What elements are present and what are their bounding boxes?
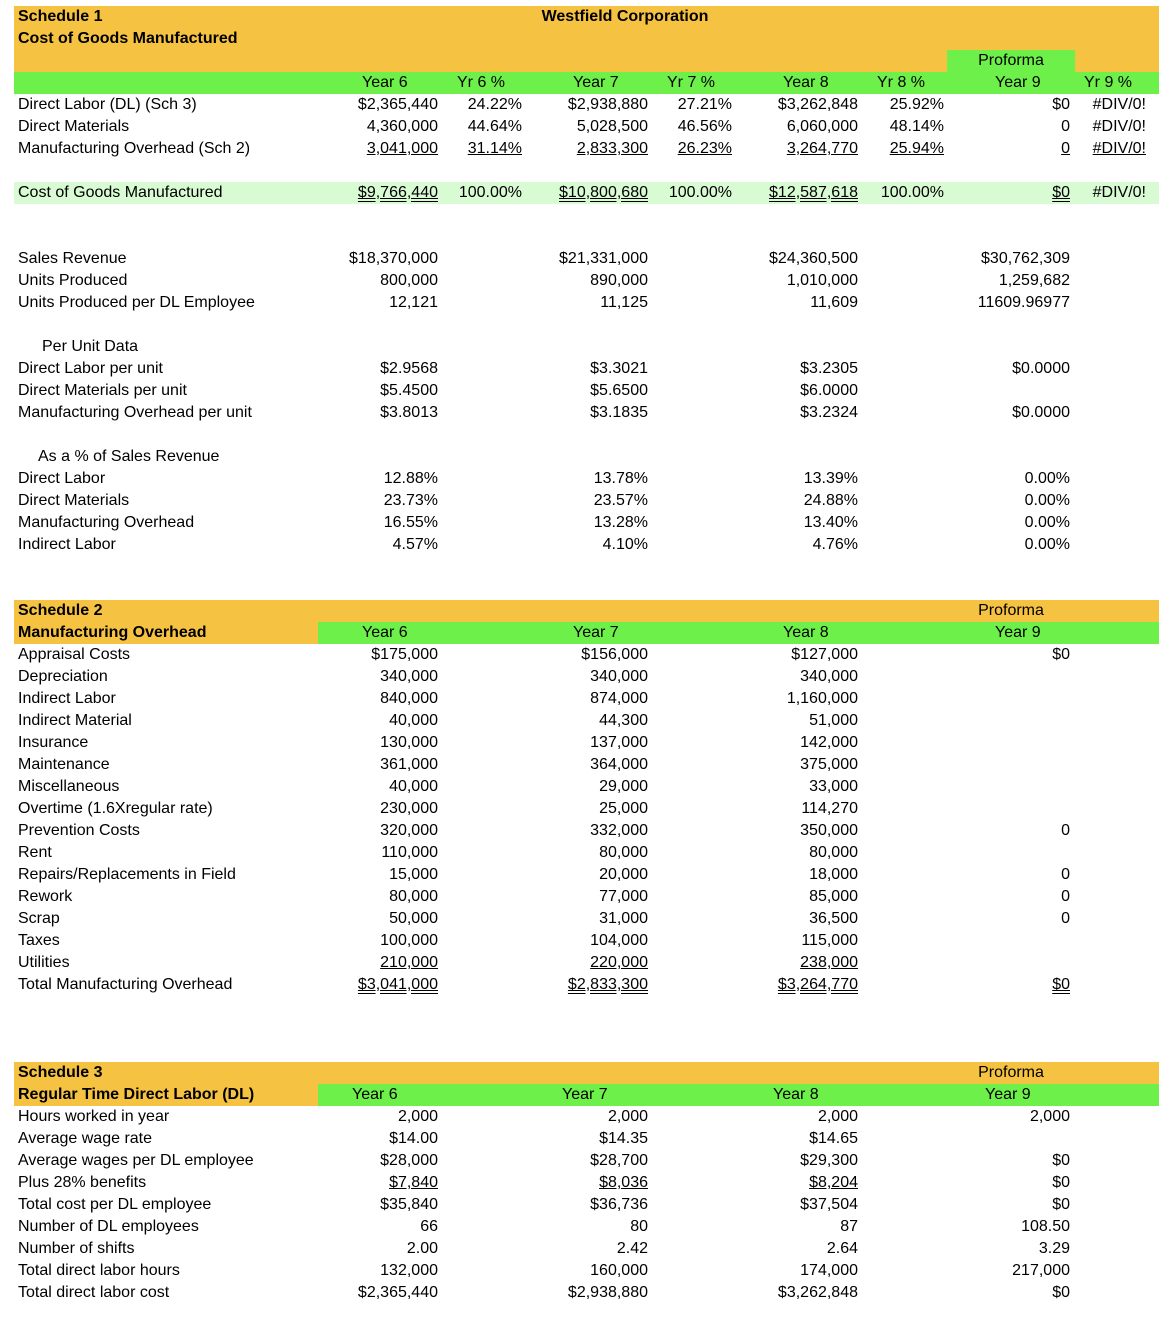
schedule2-row-cell: 115,000 (801, 932, 858, 949)
schedule2-row-cell: 33,000 (809, 778, 858, 795)
schedule1-cell: $3,262,848 (777, 96, 858, 113)
schedule1-row-label: Manufacturing Overhead (Sch 2) (18, 140, 251, 157)
schedule2-row-cell: 364,000 (590, 756, 648, 773)
schedule2-row-cell: 29,000 (599, 778, 648, 795)
schedule3-row-cell: 2.64 (826, 1240, 858, 1257)
schedule1-cell: 25.94% (889, 140, 944, 157)
pct-row-cell: 0.00% (1024, 514, 1070, 531)
schedule1-cell: 2,833,300 (576, 140, 648, 157)
pct-row-cell: 23.57% (593, 492, 648, 509)
schedule3-row-label: Total direct labor hours (18, 1262, 180, 1279)
per-unit-row-cell: $3.8013 (380, 404, 438, 421)
schedule2-row-cell: 36,500 (809, 910, 858, 927)
schedule2-row-cell: 1,160,000 (786, 690, 858, 707)
schedule2-row-label: Rework (18, 888, 73, 905)
schedule3-col-header: Year 6 (352, 1086, 398, 1103)
schedule1-title: Schedule 1 (18, 8, 103, 25)
schedule2-row-cell: 100,000 (380, 932, 438, 949)
schedule3-row-cell: $8,036 (599, 1174, 648, 1191)
stats-row-cell: 890,000 (590, 272, 648, 289)
schedule2-row-cell: 320,000 (380, 822, 438, 839)
stats-row-cell: 12,121 (389, 294, 438, 311)
schedule2-row-label: Indirect Material (18, 712, 132, 729)
schedule1-subtitle: Cost of Goods Manufactured (18, 30, 238, 47)
schedule2-row-cell: 85,000 (809, 888, 858, 905)
stats-row-label: Units Produced per DL Employee (18, 294, 255, 311)
schedule3-row-cell: 3.29 (1038, 1240, 1070, 1257)
schedule2-row-label: Maintenance (18, 756, 110, 773)
schedule1-cell: 0 (1061, 140, 1070, 157)
pct-row-label: Direct Labor (18, 470, 106, 487)
schedule2-row-cell: 137,000 (590, 734, 648, 751)
per-unit-row-cell: $0.0000 (1012, 360, 1070, 377)
schedule2-row-cell: 0 (1061, 866, 1070, 883)
schedule2-row-cell: 44,300 (599, 712, 648, 729)
schedule1-col-header: Year 7 (573, 74, 619, 91)
per-unit-row-cell: $3.3021 (590, 360, 648, 377)
schedule2-row-cell: $0 (1052, 976, 1070, 993)
schedule2-row-cell: 130,000 (380, 734, 438, 751)
schedule2-row-label: Utilities (18, 954, 70, 971)
schedule3-column-header-band (318, 1084, 1159, 1106)
schedule2-col-header: Year 6 (362, 624, 408, 641)
schedule2-row-label: Miscellaneous (18, 778, 120, 795)
schedule3-row-cell: 132,000 (380, 1262, 438, 1279)
schedule3-row-cell: $7,840 (389, 1174, 438, 1191)
schedule3-proforma-label: Proforma (978, 1064, 1044, 1081)
schedule2-row-cell: 77,000 (599, 888, 648, 905)
schedule2-row-label: Repairs/Replacements in Field (18, 866, 236, 883)
schedule2-row-cell: 238,000 (800, 954, 858, 971)
schedule3-row-cell: $0 (1052, 1174, 1070, 1191)
schedule1-cell: #DIV/0! (1092, 140, 1146, 157)
schedule2-row-cell: 340,000 (800, 668, 858, 685)
schedule3-row-cell: $14.00 (389, 1130, 438, 1147)
per-unit-row-cell: $0.0000 (1012, 404, 1070, 421)
schedule2-row-cell: 874,000 (590, 690, 648, 707)
schedule2-row-cell: 230,000 (380, 800, 438, 817)
schedule2-col-header: Year 7 (573, 624, 619, 641)
schedule2-row-cell: 332,000 (590, 822, 648, 839)
schedule3-row-cell: 2,000 (607, 1108, 648, 1125)
schedule2-row-label: Prevention Costs (18, 822, 140, 839)
schedule2-row-cell: $175,000 (371, 646, 438, 663)
schedule1-cell: $2,938,880 (567, 96, 648, 113)
schedule3-row-cell: $37,504 (800, 1196, 858, 1213)
schedule1-cell: 26.23% (677, 140, 732, 157)
schedule1-cell: 48.14% (889, 118, 944, 135)
schedule1-cell: 27.21% (677, 96, 732, 113)
pct-row-cell: 13.28% (593, 514, 648, 531)
schedule3-row-cell: $14.65 (809, 1130, 858, 1147)
schedule3-col-header: Year 7 (562, 1086, 608, 1103)
stats-row-cell: 800,000 (380, 272, 438, 289)
pct-row-cell: 12.88% (383, 470, 438, 487)
schedule1-cell: $0 (1052, 96, 1070, 113)
schedule2-row-cell: $3,264,770 (777, 976, 858, 993)
schedule2-row-label: Overtime (1.6Xregular rate) (18, 800, 213, 817)
schedule1-col-header: Yr 8 % (877, 74, 926, 91)
schedule3-row-cell: 217,000 (1012, 1262, 1070, 1279)
schedule1-col-header: Yr 7 % (667, 74, 716, 91)
schedule3-row-cell: $36,736 (590, 1196, 648, 1213)
schedule3-col-header: Year 9 (985, 1086, 1031, 1103)
schedule3-row-label: Average wages per DL employee (18, 1152, 254, 1169)
schedule3-row-cell: $28,000 (380, 1152, 438, 1169)
company-name: Westfield Corporation (541, 8, 709, 25)
schedule2-row-cell: 220,000 (590, 954, 648, 971)
schedule2-col-header: Year 9 (995, 624, 1041, 641)
schedule3-row-cell: 87 (840, 1218, 858, 1235)
pct-row-cell: 0.00% (1024, 470, 1070, 487)
stats-row-label: Units Produced (18, 272, 128, 289)
schedule2-row-cell: $156,000 (581, 646, 648, 663)
schedule3-row-label: Plus 28% benefits (18, 1174, 147, 1191)
schedule1-cell: 0 (1061, 118, 1070, 135)
schedule3-row-cell: 2,000 (817, 1108, 858, 1125)
schedule2-row-cell: 340,000 (590, 668, 648, 685)
schedule3-row-cell: 2.42 (616, 1240, 648, 1257)
schedule3-row-cell: $3,262,848 (777, 1284, 858, 1301)
per-unit-row-cell: $5.4500 (380, 382, 438, 399)
schedule2-row-cell: 80,000 (599, 844, 648, 861)
pct-row-cell: 16.55% (383, 514, 438, 531)
schedule1-col-header: Year 6 (362, 74, 408, 91)
schedule2-row-cell: 20,000 (599, 866, 648, 883)
schedule2-row-cell: 40,000 (389, 712, 438, 729)
per-unit-row-cell: $2.9568 (380, 360, 438, 377)
stats-row-cell: 11,609 (810, 294, 858, 311)
cogm-total-cell: $0 (1052, 184, 1070, 201)
schedule1-cell: $2,365,440 (357, 96, 438, 113)
schedule3-row-cell: $0 (1052, 1152, 1070, 1169)
schedule2-row-cell: $127,000 (791, 646, 858, 663)
schedule2-row-cell: 375,000 (800, 756, 858, 773)
schedule1-cell: 4,360,000 (366, 118, 438, 135)
schedule3-row-label: Hours worked in year (18, 1108, 170, 1125)
stats-row-cell: $30,762,309 (981, 250, 1070, 267)
cogm-total-cell: 100.00% (668, 184, 732, 201)
pct-row-label: Direct Materials (18, 492, 130, 509)
cogm-total-cell: 100.00% (458, 184, 522, 201)
schedule1-cell: 44.64% (467, 118, 522, 135)
stats-row-cell: $21,331,000 (559, 250, 648, 267)
schedule1-row-label: Direct Materials (18, 118, 130, 135)
cogm-total-cell: 100.00% (880, 184, 944, 201)
schedule2-row-label: Insurance (18, 734, 89, 751)
schedule3-row-label: Average wage rate (18, 1130, 153, 1147)
schedule3-row-cell: 160,000 (590, 1262, 648, 1279)
cogm-total-label: Cost of Goods Manufactured (18, 184, 223, 201)
stats-row-cell: 1,259,682 (998, 272, 1070, 289)
schedule3-row-cell: 66 (420, 1218, 438, 1235)
schedule2-row-cell: 0 (1061, 888, 1070, 905)
schedule2-proforma-label: Proforma (978, 602, 1044, 619)
schedule3-col-header: Year 8 (773, 1086, 819, 1103)
schedule2-row-cell: 0 (1061, 822, 1070, 839)
schedule2-subtitle: Manufacturing Overhead (18, 624, 207, 641)
schedule2-row-cell: 361,000 (380, 756, 438, 773)
pct-row-cell: 0.00% (1024, 492, 1070, 509)
pct-row-label: Indirect Labor (18, 536, 116, 553)
schedule1-cell: 46.56% (677, 118, 732, 135)
schedule1-col-header: Year 8 (783, 74, 829, 91)
schedule2-row-cell: $3,041,000 (357, 976, 438, 993)
schedule2-row-cell: 50,000 (389, 910, 438, 927)
schedule2-title: Schedule 2 (18, 602, 103, 619)
schedule1-cell: #DIV/0! (1092, 96, 1146, 113)
schedule3-title: Schedule 3 (18, 1064, 103, 1081)
per-unit-row-cell: $5.6500 (590, 382, 648, 399)
per-unit-row-cell: $3.2324 (800, 404, 858, 421)
schedule2-row-cell: 31,000 (599, 910, 648, 927)
schedule2-row-cell: 40,000 (389, 778, 438, 795)
schedule3-row-cell: 2.00 (406, 1240, 438, 1257)
schedule1-col-header: Yr 9 % (1084, 74, 1133, 91)
stats-row-cell: $24,360,500 (769, 250, 858, 267)
pct-row-cell: 0.00% (1024, 536, 1070, 553)
schedule3-row-cell: $2,938,880 (567, 1284, 648, 1301)
schedule2-col-header: Year 8 (783, 624, 829, 641)
schedule2-row-cell: 142,000 (800, 734, 858, 751)
cogm-total-cell: #DIV/0! (1092, 184, 1146, 201)
stats-row-label: Sales Revenue (18, 250, 127, 267)
schedule3-row-cell: $8,204 (809, 1174, 858, 1191)
pct-row-cell: 23.73% (383, 492, 438, 509)
schedule1-cell: #DIV/0! (1092, 118, 1146, 135)
schedule1-row-label: Direct Labor (DL) (Sch 3) (18, 96, 197, 113)
pct-row-cell: 4.57% (392, 536, 438, 553)
stats-row-cell: 11,125 (600, 294, 648, 311)
pct-row-cell: 13.39% (803, 470, 858, 487)
schedule1-col-header: Year 9 (995, 74, 1041, 91)
per-unit-row-label: Direct Materials per unit (18, 382, 187, 399)
schedule1-proforma-label: Proforma (978, 52, 1044, 69)
schedule2-row-label: Rent (18, 844, 52, 861)
stats-row-cell: $18,370,000 (349, 250, 438, 267)
schedule3-row-cell: $0 (1052, 1284, 1070, 1301)
schedule3-row-cell: $0 (1052, 1196, 1070, 1213)
schedule1-cell: 3,264,770 (786, 140, 858, 157)
schedule1-cell: 24.22% (467, 96, 522, 113)
schedule2-row-cell: 80,000 (389, 888, 438, 905)
schedule3-row-cell: $28,700 (590, 1152, 648, 1169)
schedule2-row-cell: 18,000 (809, 866, 858, 883)
schedule1-cell: 25.92% (889, 96, 944, 113)
schedule1-cell: 31.14% (467, 140, 522, 157)
schedule1-col-header: Yr 6 % (457, 74, 506, 91)
cogm-total-cell: $10,800,680 (559, 184, 648, 201)
schedule2-row-label: Scrap (18, 910, 60, 927)
schedule3-row-cell: $35,840 (380, 1196, 438, 1213)
schedule2-row-label: Taxes (18, 932, 60, 949)
pct-row-cell: 13.78% (593, 470, 648, 487)
per-unit-row-cell: $3.2305 (800, 360, 858, 377)
stats-row-cell: 1,010,000 (786, 272, 858, 289)
schedule3-row-cell: 2,000 (1029, 1108, 1070, 1125)
schedule3-row-cell: 108.50 (1021, 1218, 1070, 1235)
schedule3-row-cell: 174,000 (800, 1262, 858, 1279)
schedule1-cell: 6,060,000 (786, 118, 858, 135)
schedule2-row-cell: 15,000 (389, 866, 438, 883)
schedule2-row-label: Appraisal Costs (18, 646, 131, 663)
schedule2-row-cell: 0 (1061, 910, 1070, 927)
schedule2-row-cell: 25,000 (599, 800, 648, 817)
per-unit-row-cell: $3.1835 (590, 404, 648, 421)
schedule3-row-cell: 2,000 (397, 1108, 438, 1125)
schedule1-cell: 3,041,000 (366, 140, 438, 157)
cogm-total-cell: $12,587,618 (769, 184, 858, 201)
schedule2-row-cell: 104,000 (590, 932, 648, 949)
per-unit-row-cell: $6.0000 (800, 382, 858, 399)
schedule2-row-cell: 340,000 (380, 668, 438, 685)
stats-row-cell: 11609.96977 (977, 294, 1070, 311)
schedule2-row-cell: 350,000 (800, 822, 858, 839)
pct-row-label: Manufacturing Overhead (18, 514, 195, 531)
pct-row-cell: 4.10% (602, 536, 648, 553)
schedule3-row-label: Number of DL employees (18, 1218, 199, 1235)
pct-sales-header: As a % of Sales Revenue (38, 448, 220, 465)
schedule2-row-label: Depreciation (18, 668, 108, 685)
per-unit-row-label: Manufacturing Overhead per unit (18, 404, 252, 421)
schedule3-row-label: Total direct labor cost (18, 1284, 170, 1301)
per-unit-header: Per Unit Data (42, 338, 139, 355)
schedule3-row-cell: $14.35 (599, 1130, 648, 1147)
schedule3-row-label: Total cost per DL employee (18, 1196, 212, 1213)
schedule3-row-cell: $2,365,440 (357, 1284, 438, 1301)
schedule2-row-cell: 210,000 (380, 954, 438, 971)
pct-row-cell: 13.40% (803, 514, 858, 531)
pct-row-cell: 4.76% (812, 536, 858, 553)
schedule2-row-cell: 840,000 (380, 690, 438, 707)
schedule2-row-cell: 110,000 (381, 844, 438, 861)
schedule2-row-cell: $2,833,300 (567, 976, 648, 993)
schedule2-row-label: Total Manufacturing Overhead (18, 976, 233, 993)
schedule2-row-cell: $0 (1052, 646, 1070, 663)
schedule2-row-cell: 80,000 (809, 844, 858, 861)
schedule3-row-cell: $29,300 (800, 1152, 858, 1169)
per-unit-row-label: Direct Labor per unit (18, 360, 163, 377)
schedule3-row-cell: 80 (630, 1218, 648, 1235)
schedule3-row-label: Number of shifts (18, 1240, 135, 1257)
schedule2-row-label: Indirect Labor (18, 690, 116, 707)
pct-row-cell: 24.88% (803, 492, 858, 509)
schedule3-subtitle: Regular Time Direct Labor (DL) (18, 1086, 255, 1103)
cogm-total-cell: $9,766,440 (357, 184, 438, 201)
schedule2-row-cell: 114,270 (801, 800, 858, 817)
schedule1-cell: 5,028,500 (576, 118, 648, 135)
schedule2-row-cell: 51,000 (809, 712, 858, 729)
